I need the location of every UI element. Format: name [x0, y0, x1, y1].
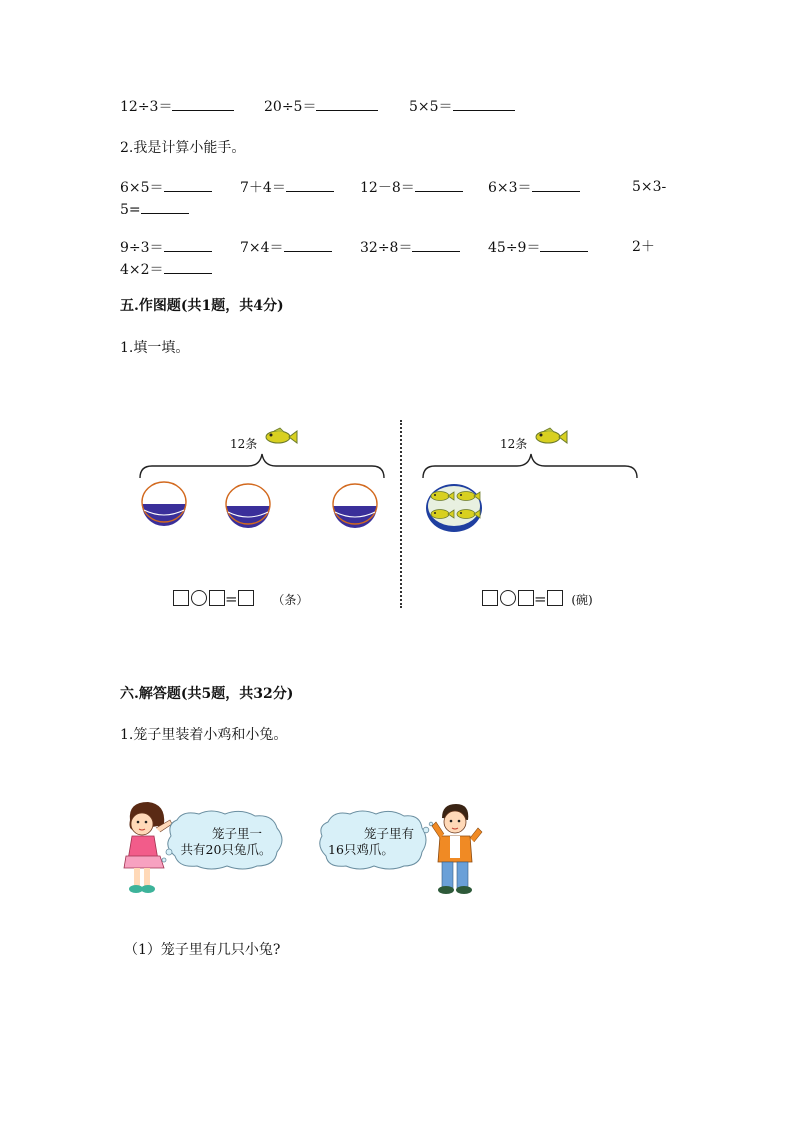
- calc-item: [488, 177, 580, 198]
- section-6-question-1: 1.笼子里装着小鸡和小兔。: [120, 727, 288, 743]
- answer-blank[interactable]: [164, 237, 212, 252]
- boy-bubble-text: [322, 826, 426, 858]
- boy-illustration: [428, 800, 484, 896]
- section-6-sub-question-1: （1）笼子里有几只小兔?: [124, 942, 281, 958]
- calc-item: [360, 177, 463, 198]
- answer-box[interactable]: [482, 590, 498, 606]
- problem-row-1: [264, 96, 378, 117]
- bubble-line: 共有20只兔爪。: [180, 842, 272, 857]
- answer-blank[interactable]: [164, 259, 212, 274]
- answer-blank[interactable]: [164, 177, 212, 192]
- dotted-divider: [400, 420, 402, 608]
- bubble-line: 笼子里有: [363, 826, 414, 841]
- problem: 12÷3＝: [120, 99, 173, 115]
- calc-item: [120, 177, 212, 198]
- answer-blank[interactable]: [286, 177, 334, 192]
- problem: 45÷9＝: [488, 240, 541, 256]
- unit-label: （条）: [272, 593, 309, 607]
- equals-sign: =: [534, 590, 547, 608]
- answer-box[interactable]: [238, 590, 254, 606]
- brace: [138, 452, 388, 482]
- answer-blank[interactable]: [141, 199, 189, 214]
- answer-box[interactable]: [547, 590, 563, 606]
- answer-box[interactable]: [209, 590, 225, 606]
- calc-item: [488, 237, 588, 258]
- problem: 5×5＝: [409, 99, 453, 115]
- fish-icon: [532, 426, 568, 448]
- calc-item: [240, 177, 334, 198]
- calc-item: [120, 237, 212, 258]
- calc-item: [632, 177, 666, 197]
- answer-blank[interactable]: [284, 237, 332, 252]
- answer-blank[interactable]: [532, 177, 580, 192]
- calc-item: [632, 237, 655, 257]
- right-fish-count-label: 12条: [500, 437, 528, 451]
- unit-label: (碗): [571, 593, 593, 607]
- left-fish-count-label: 12条: [230, 437, 258, 451]
- section-5-title: 五.作图题(共1题，共4分): [120, 298, 284, 314]
- brace: [421, 452, 641, 482]
- answer-blank[interactable]: [316, 96, 378, 111]
- girl-bubble-text: [172, 826, 280, 858]
- problem: 5×3-: [632, 179, 667, 195]
- bowl-with-fish-icon: [424, 482, 484, 534]
- problem-row-1: [409, 96, 515, 117]
- problem: 32÷8＝: [360, 240, 413, 256]
- problem: 2＋: [632, 239, 655, 255]
- answer-blank[interactable]: [412, 237, 460, 252]
- problem: 20÷5＝: [264, 99, 317, 115]
- section-5-question-1: 1.填一填。: [120, 340, 190, 356]
- answer-blank[interactable]: [415, 177, 463, 192]
- fish-icon: [262, 426, 298, 448]
- bubble-line: 笼子里一: [211, 826, 262, 841]
- bubble-line: 16只鸡爪。: [328, 842, 394, 857]
- problem: 9÷3＝: [120, 240, 164, 256]
- answer-box[interactable]: [518, 590, 534, 606]
- problem-row-1: [120, 96, 234, 117]
- answer-blank[interactable]: [453, 96, 515, 111]
- problem: 6×3＝: [488, 180, 532, 196]
- left-equation: [173, 589, 308, 610]
- right-equation: [482, 589, 593, 610]
- answer-blank[interactable]: [172, 96, 234, 111]
- problem: 5=: [120, 202, 141, 218]
- operator-circle[interactable]: [191, 590, 207, 606]
- bowl-icon: [224, 482, 272, 530]
- problem: 7×4＝: [240, 240, 284, 256]
- equals-sign: =: [225, 590, 238, 608]
- problem: 7＋4＝: [240, 180, 286, 196]
- operator-circle[interactable]: [500, 590, 516, 606]
- problem: 4×2＝: [120, 262, 164, 278]
- question-2-label: 2.我是计算小能手。: [120, 140, 246, 156]
- answer-box[interactable]: [173, 590, 189, 606]
- problem: 12－8＝: [360, 180, 415, 196]
- bowl-icon: [331, 482, 379, 530]
- calc-item: [240, 237, 332, 258]
- calc-item-wrap: [120, 199, 189, 220]
- bowl-icon: [140, 480, 188, 528]
- calc-item: [360, 237, 460, 258]
- answer-blank[interactable]: [540, 237, 588, 252]
- section-6-title: 六.解答题(共5题，共32分): [120, 686, 294, 702]
- problem: 6×5＝: [120, 180, 164, 196]
- calc-item-wrap: [120, 259, 212, 280]
